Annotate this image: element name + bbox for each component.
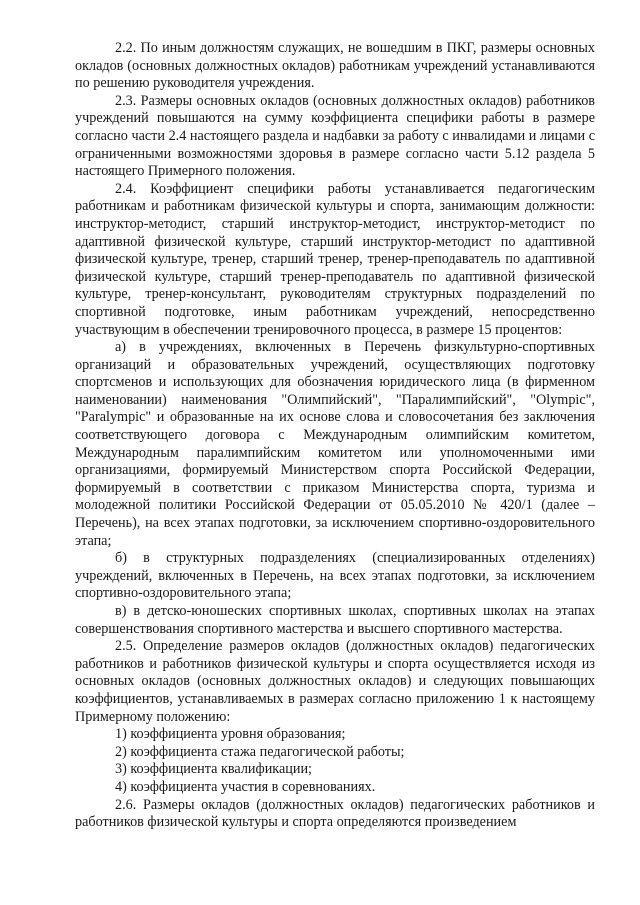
coefficient-item-3: 3) коэффициента квалификации; — [115, 761, 312, 778]
coefficient-item-2: 2) коэффициента стажа педагогической работы; — [115, 743, 405, 760]
paragraph-2-4: 2.4. Коэффициент специфики работы устанавливается педагогическим работникам и работникам физической культуры и спорта, занимающим должности: инструктор-методист, старший инструктор-методист, инструктор-методист по адаптивной физической культуре, старший инструктор-методист по адаптивной физической культуре, тренер, старший тренер, тренер-преподаватель по адаптивной физической культуре, старший тренер-преподаватель по адаптивной физической культуре, тренер-консультант, руководителям структурных подразделений по спортивной подготовке, иным работникам учреждений, непосредственно участвующим в обеспечении тренировочного процесса, в размере 15 процентов: — [75, 180, 595, 338]
coefficient-item-4: 4) коэффициента участия в соревнованиях. — [115, 778, 376, 795]
paragraph-2-5: 2.5. Определение размеров окладов (должностных окладов) педагогических работников и работников физической культуры и спорта осуществляется исходя из основных окладов (основных должностных окладов) и следующих повышающих коэффициентов, устанавливаемых в размерах согласно приложению 1 к настоящему Примерному положению: — [75, 638, 595, 725]
paragraph-2-6: 2.6. Размеры окладов (должностных окладов) педагогических работников и работников физической культуры и спорта определяются произведением — [75, 796, 595, 831]
list-item-v: в) в детско-юношеских спортивных школах, спортивных школах на этапах совершенствования спортивного мастерства и высшего спортивного мастерства. — [75, 603, 595, 637]
document-body — [75, 40, 595, 832]
list-item-a: а) в учреждениях, включенных в Перечень физкультурно-спортивных организаций и образовательных учреждений, осуществляющих подготовку спортсменов и использующих для обозначения юридического лица (в фирменном наименовании) наименования "Олимпийский", "Паралимпийский", "Olympic", "Paralympic" и образованные на их основе слова и словосочетания без заключения соответствующего договора с Международным олимпийским комитетом, Международным паралимпийским комитетом или уполномоченными ими организациями, формируемый Министерством спорта Российской Федерации, формируемый в соответствии с приказом Министерства спорта, туризма и молодежной политики Российской Федерации от 05.05.2010 № 420/1 (далее – Перечень), на всех этапах подготовки, за исключением спортивно-оздоровительного этапа; — [75, 339, 595, 549]
paragraph-2-2: 2.2. По иным должностям служащих, не вошедшим в ПКГ, размеры основных окладов (основных должностных окладов) работникам учреждений устанавливаются по решению руководителя учреждения. — [75, 40, 595, 92]
coefficient-item-1: 1) коэффициента уровня образования; — [115, 726, 346, 743]
list-item-b: б) в структурных подразделениях (специализированных отделениях) учреждений, включенных в Перечень, на всех этапах подготовки, за исключением спортивно-оздоровительного этапа; — [75, 550, 595, 602]
paragraph-2-3: 2.3. Размеры основных окладов (основных должностных окладов) работников учреждений повышаются на сумму коэффициента специфики работы в размере согласно части 2.4 настоящего раздела и надбавки за работу с инвалидами и лицами с ограниченными возможностями здоровья в размере согласно части 5.12 раздела 5 настоящего Примерного положения. — [75, 92, 595, 180]
